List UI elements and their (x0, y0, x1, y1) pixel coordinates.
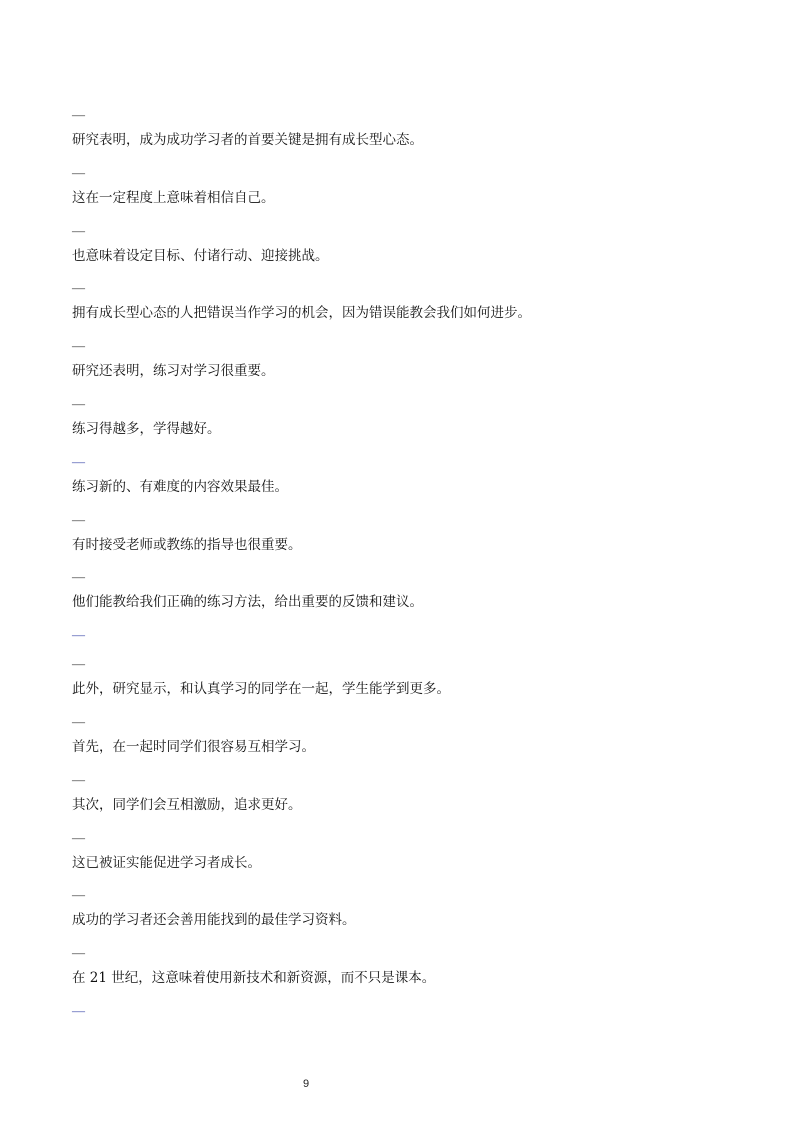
text-entry (72, 1002, 728, 1031)
text-line: 练习新的、有难度的内容效果最佳。 (72, 478, 288, 495)
separator-dash: — (72, 627, 85, 643)
separator-dash: — (72, 395, 85, 411)
text-line: 其次，同学们会互相激励，追求更好。 (72, 796, 302, 813)
text-entry (72, 222, 728, 280)
separator-dash: — (72, 569, 85, 585)
separator-dash: — (72, 107, 85, 122)
separator-dash: — (72, 511, 85, 527)
text-entry (72, 337, 728, 395)
text-entry (72, 655, 728, 713)
text-entry (72, 829, 728, 887)
text-line: 在 21 世纪，这意味着使用新技术和新资源，而不只是课本。 (72, 970, 436, 987)
text-entry (72, 279, 728, 337)
text-line: 他们能教给我们正确的练习方法，给出重要的反馈和建议。 (72, 594, 423, 611)
text-line: 拥有成长型心态的人把错误当作学习的机会，因为错误能教会我们如何进步。 (72, 305, 531, 322)
text-entry (72, 626, 728, 655)
separator-dash: — (72, 1002, 85, 1018)
separator-dash: — (72, 280, 85, 296)
separator-dash: — (72, 887, 85, 903)
separator-dash: — (72, 771, 85, 787)
text-line: 首先，在一起时同学们很容易互相学习。 (72, 738, 315, 755)
text-line: 这在一定程度上意味着相信自己。 (72, 189, 275, 206)
separator-dash: — (72, 338, 85, 354)
text-entry (72, 164, 728, 222)
text-entry (72, 511, 728, 569)
text-line: 成功的学习者还会善用能找到的最佳学习资料。 (72, 912, 356, 929)
separator-dash: — (72, 656, 85, 672)
page-number: 9 (302, 1078, 310, 1090)
text-line: 这已被证实能促进学习者成长。 (72, 854, 261, 871)
text-entry (72, 771, 728, 829)
text-line: 有时接受老师或教练的指导也很重要。 (72, 536, 302, 553)
separator-dash: — (72, 453, 85, 469)
text-line: 研究还表明，练习对学习很重要。 (72, 363, 275, 380)
text-line: 练习得越多，学得越好。 (72, 420, 221, 437)
text-line: 此外，研究显示，和认真学习的同学在一起，学生能学到更多。 (72, 681, 450, 698)
text-entry (72, 568, 728, 626)
text-line: 研究表明，成为成功学习者的首要关键是拥有成长型心态。 (72, 132, 423, 148)
text-line: 也意味着设定目标、付诸行动、迎接挑战。 (72, 247, 329, 264)
text-entry (72, 395, 728, 453)
text-entry (72, 713, 728, 771)
text-entry (72, 944, 728, 1002)
separator-dash: — (72, 829, 85, 845)
text-entry (72, 886, 728, 944)
text-entry (72, 453, 728, 511)
document-body (72, 106, 728, 1031)
separator-dash: — (72, 713, 85, 729)
text-entry (72, 106, 728, 164)
separator-dash: — (72, 164, 85, 180)
separator-dash: — (72, 222, 85, 238)
separator-dash: — (72, 945, 85, 961)
